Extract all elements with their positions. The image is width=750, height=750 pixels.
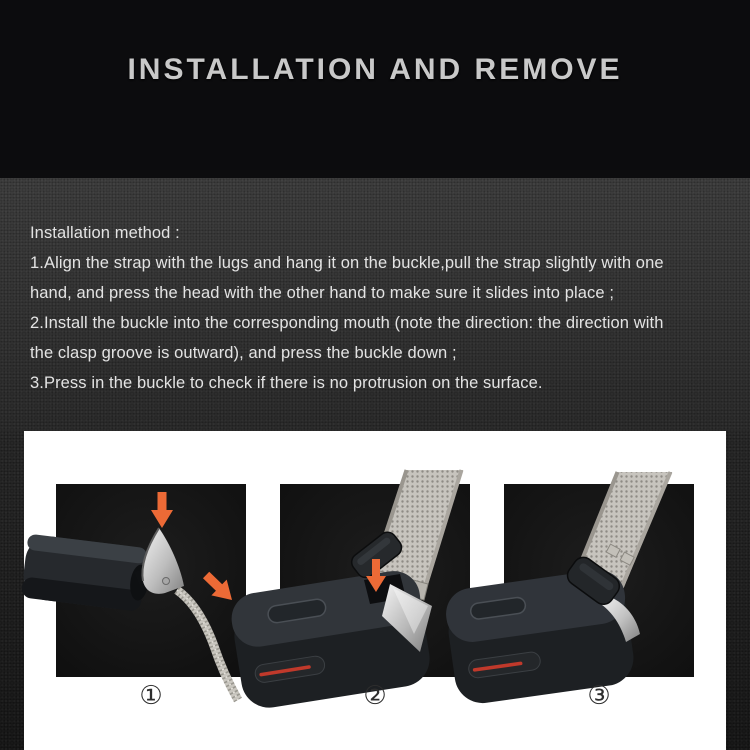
step-2-figure bbox=[280, 484, 470, 711]
page-title: INSTALLATION AND REMOVE bbox=[127, 53, 623, 86]
step-2-number: ② bbox=[363, 681, 387, 711]
step-2-photo bbox=[280, 484, 470, 677]
instruction-line: 2.Install the buckle into the corresponding mouth (note the direction: the direction with bbox=[30, 314, 664, 332]
step-3-number: ③ bbox=[587, 681, 611, 711]
gallery-section bbox=[0, 431, 750, 750]
instruction-line: the clasp groove is outward), and press the buckle down ; bbox=[30, 344, 457, 362]
buckle-screw bbox=[163, 578, 170, 585]
instructions-heading: Installation method : bbox=[30, 224, 180, 242]
instruction-line: 1.Align the strap with the lugs and hang it on the buckle,pull the strap slightly with one bbox=[30, 254, 664, 272]
step-1-figure bbox=[56, 484, 246, 711]
step-3-photo bbox=[504, 484, 694, 677]
instruction-line: 3.Press in the buckle to check if there is no protrusion on the surface. bbox=[30, 374, 543, 392]
title-banner bbox=[0, 0, 750, 178]
step-3-figure bbox=[504, 484, 694, 711]
step-1-number: ① bbox=[139, 681, 163, 711]
instruction-line: hand, and press the head with the other hand to make sure it slides into place ; bbox=[30, 284, 615, 302]
step-1-photo bbox=[56, 484, 246, 677]
step-figures bbox=[56, 484, 726, 711]
gallery-panel bbox=[24, 431, 726, 750]
installation-instructions bbox=[0, 178, 750, 431]
